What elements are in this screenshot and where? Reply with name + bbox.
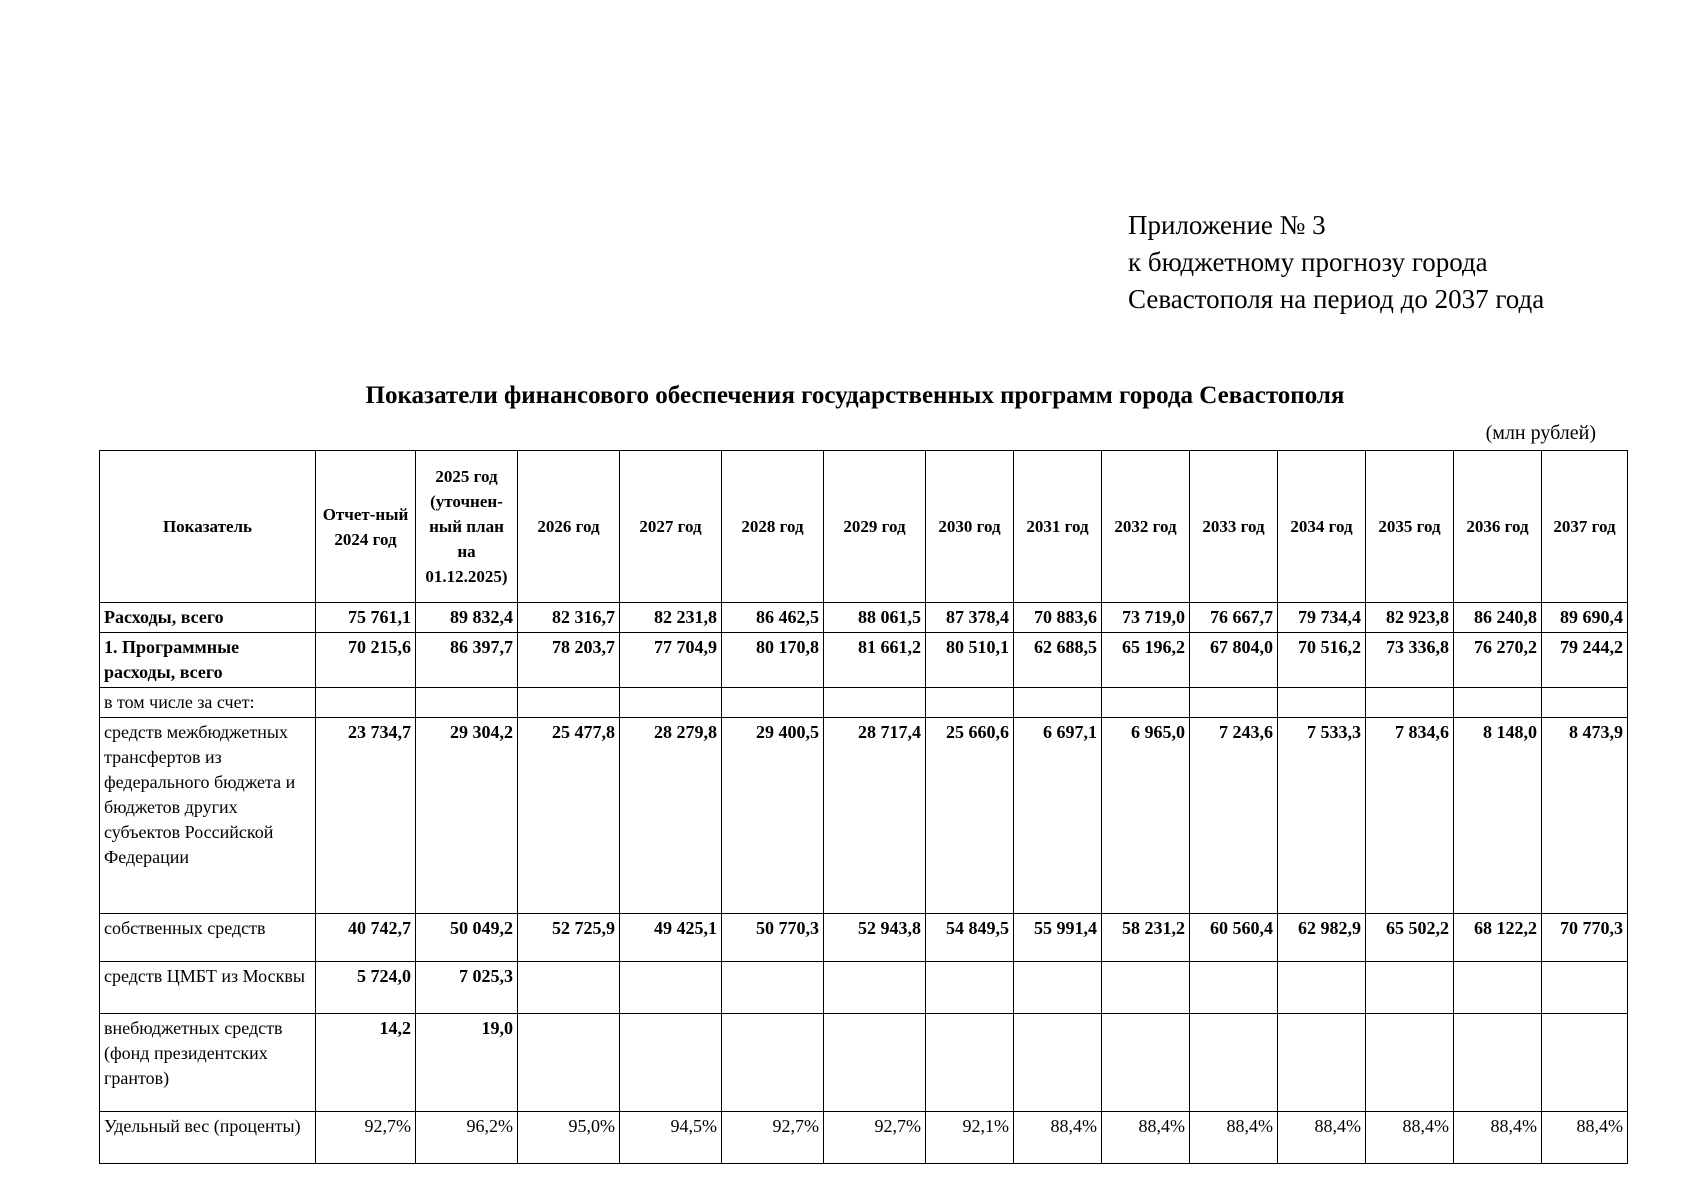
value-cell: 92,1%	[926, 1112, 1014, 1164]
value-cell	[926, 962, 1014, 1014]
value-cell: 77 704,9	[620, 633, 722, 688]
value-cell	[1278, 688, 1366, 718]
value-cell	[1366, 962, 1454, 1014]
header-cell: Отчет-ный 2024 год	[316, 451, 416, 603]
value-cell	[518, 962, 620, 1014]
value-cell	[824, 1014, 926, 1112]
header-cell: 2027 год	[620, 451, 722, 603]
value-cell: 70 770,3	[1542, 914, 1628, 962]
header-cell: 2035 год	[1366, 451, 1454, 603]
table-body	[100, 603, 1628, 1164]
value-cell	[1454, 1014, 1542, 1112]
value-cell: 60 560,4	[1190, 914, 1278, 962]
value-cell	[1366, 688, 1454, 718]
table-row	[100, 688, 1628, 718]
value-cell	[1542, 962, 1628, 1014]
value-cell	[1190, 1014, 1278, 1112]
value-cell: 8 473,9	[1542, 718, 1628, 914]
value-cell: 54 849,5	[926, 914, 1014, 962]
value-cell: 88,4%	[1102, 1112, 1190, 1164]
value-cell: 65 502,2	[1366, 914, 1454, 962]
header-cell: 2030 год	[926, 451, 1014, 603]
value-cell: 92,7%	[316, 1112, 416, 1164]
appendix-line-2: к бюджетному прогнозу города	[1128, 247, 1488, 277]
value-cell	[416, 688, 518, 718]
value-cell	[518, 1014, 620, 1112]
value-cell	[1542, 1014, 1628, 1112]
value-cell	[1190, 688, 1278, 718]
value-cell	[518, 688, 620, 718]
value-cell: 40 742,7	[316, 914, 416, 962]
value-cell: 28 717,4	[824, 718, 926, 914]
value-cell: 79 734,4	[1278, 603, 1366, 633]
value-cell: 88,4%	[1278, 1112, 1366, 1164]
header-cell: 2034 год	[1278, 451, 1366, 603]
value-cell	[926, 1014, 1014, 1112]
value-cell: 88 061,5	[824, 603, 926, 633]
header-cell: 2029 год	[824, 451, 926, 603]
header-row	[100, 451, 1628, 603]
value-cell: 6 697,1	[1014, 718, 1102, 914]
value-cell: 49 425,1	[620, 914, 722, 962]
value-cell: 89 690,4	[1542, 603, 1628, 633]
units-note: (млн рублей)	[1485, 422, 1596, 444]
value-cell: 88,4%	[1366, 1112, 1454, 1164]
value-cell: 94,5%	[620, 1112, 722, 1164]
document-title: Показатели финансового обеспечения государственных программ города Севастополя	[365, 382, 1345, 409]
value-cell: 65 196,2	[1102, 633, 1190, 688]
value-cell: 7 533,3	[1278, 718, 1366, 914]
row-label: внебюджетных средств (фонд президентских грантов)	[100, 1014, 316, 1112]
header-cell: Показатель	[100, 451, 316, 603]
table-row	[100, 1014, 1628, 1112]
value-cell	[1190, 962, 1278, 1014]
value-cell: 70 883,6	[1014, 603, 1102, 633]
value-cell: 88,4%	[1542, 1112, 1628, 1164]
value-cell: 52 943,8	[824, 914, 926, 962]
value-cell	[620, 962, 722, 1014]
value-cell: 52 725,9	[518, 914, 620, 962]
value-cell: 62 982,9	[1278, 914, 1366, 962]
value-cell: 88,4%	[1190, 1112, 1278, 1164]
value-cell	[1014, 1014, 1102, 1112]
value-cell: 96,2%	[416, 1112, 518, 1164]
row-label: средств межбюджетных трансфертов из федерального бюджета и бюджетов других субъектов Российской Федерации	[100, 718, 316, 914]
value-cell	[1454, 688, 1542, 718]
value-cell	[316, 688, 416, 718]
value-cell: 23 734,7	[316, 718, 416, 914]
value-cell: 19,0	[416, 1014, 518, 1112]
value-cell: 68 122,2	[1454, 914, 1542, 962]
table-row	[100, 718, 1628, 914]
value-cell: 28 279,8	[620, 718, 722, 914]
value-cell: 81 661,2	[824, 633, 926, 688]
value-cell	[1542, 688, 1628, 718]
value-cell: 75 761,1	[316, 603, 416, 633]
value-cell: 82 923,8	[1366, 603, 1454, 633]
header-cell: 2031 год	[1014, 451, 1102, 603]
value-cell: 7 243,6	[1190, 718, 1278, 914]
value-cell: 82 316,7	[518, 603, 620, 633]
value-cell: 95,0%	[518, 1112, 620, 1164]
value-cell: 92,7%	[722, 1112, 824, 1164]
value-cell: 14,2	[316, 1014, 416, 1112]
table-row	[100, 962, 1628, 1014]
value-cell: 88,4%	[1454, 1112, 1542, 1164]
table-row	[100, 914, 1628, 962]
value-cell: 67 804,0	[1190, 633, 1278, 688]
value-cell	[1014, 688, 1102, 718]
value-cell: 86 397,7	[416, 633, 518, 688]
value-cell: 86 240,8	[1454, 603, 1542, 633]
value-cell: 86 462,5	[722, 603, 824, 633]
value-cell: 87 378,4	[926, 603, 1014, 633]
value-cell: 62 688,5	[1014, 633, 1102, 688]
value-cell	[1014, 962, 1102, 1014]
value-cell: 7 834,6	[1366, 718, 1454, 914]
value-cell: 25 660,6	[926, 718, 1014, 914]
value-cell: 55 991,4	[1014, 914, 1102, 962]
value-cell	[722, 1014, 824, 1112]
row-label: собственных средств	[100, 914, 316, 962]
value-cell: 78 203,7	[518, 633, 620, 688]
value-cell	[824, 688, 926, 718]
header-cell: 2032 год	[1102, 451, 1190, 603]
value-cell: 70 516,2	[1278, 633, 1366, 688]
value-cell: 79 244,2	[1542, 633, 1628, 688]
header-cell: 2028 год	[722, 451, 824, 603]
value-cell	[1366, 1014, 1454, 1112]
row-label: в том числе за счет:	[100, 688, 316, 718]
value-cell: 92,7%	[824, 1112, 926, 1164]
value-cell: 82 231,8	[620, 603, 722, 633]
value-cell: 80 170,8	[722, 633, 824, 688]
header-cell: 2036 год	[1454, 451, 1542, 603]
appendix-note	[1128, 207, 1544, 318]
table-row	[100, 633, 1628, 688]
value-cell: 70 215,6	[316, 633, 416, 688]
value-cell	[1102, 962, 1190, 1014]
value-cell: 25 477,8	[518, 718, 620, 914]
header-cell: 2033 год	[1190, 451, 1278, 603]
appendix-line-1: Приложение № 3	[1128, 210, 1326, 240]
value-cell	[1278, 1014, 1366, 1112]
value-cell: 50 770,3	[722, 914, 824, 962]
row-label: средств ЦМБТ из Москвы	[100, 962, 316, 1014]
table-row	[100, 1112, 1628, 1164]
row-label: Удельный вес (проценты)	[100, 1112, 316, 1164]
value-cell: 88,4%	[1014, 1112, 1102, 1164]
value-cell: 73 719,0	[1102, 603, 1190, 633]
value-cell: 8 148,0	[1454, 718, 1542, 914]
value-cell	[926, 688, 1014, 718]
header-cell: 2025 год (уточнен-ный план на 01.12.2025)	[416, 451, 518, 603]
value-cell	[1278, 962, 1366, 1014]
value-cell	[620, 688, 722, 718]
value-cell: 29 304,2	[416, 718, 518, 914]
value-cell	[824, 962, 926, 1014]
value-cell: 58 231,2	[1102, 914, 1190, 962]
row-label: 1. Программные расходы, всего	[100, 633, 316, 688]
value-cell: 50 049,2	[416, 914, 518, 962]
table-row	[100, 603, 1628, 633]
row-label: Расходы, всего	[100, 603, 316, 633]
value-cell: 6 965,0	[1102, 718, 1190, 914]
value-cell	[722, 688, 824, 718]
value-cell: 89 832,4	[416, 603, 518, 633]
value-cell	[620, 1014, 722, 1112]
value-cell: 76 270,2	[1454, 633, 1542, 688]
value-cell: 7 025,3	[416, 962, 518, 1014]
value-cell: 80 510,1	[926, 633, 1014, 688]
value-cell: 73 336,8	[1366, 633, 1454, 688]
appendix-line-3: Севастополя на период до 2037 года	[1128, 284, 1545, 314]
value-cell	[722, 962, 824, 1014]
finance-table	[99, 450, 1628, 1164]
value-cell: 29 400,5	[722, 718, 824, 914]
value-cell	[1454, 962, 1542, 1014]
value-cell	[1102, 688, 1190, 718]
header-cell: 2037 год	[1542, 451, 1628, 603]
value-cell: 5 724,0	[316, 962, 416, 1014]
value-cell	[1102, 1014, 1190, 1112]
value-cell: 76 667,7	[1190, 603, 1278, 633]
header-cell: 2026 год	[518, 451, 620, 603]
